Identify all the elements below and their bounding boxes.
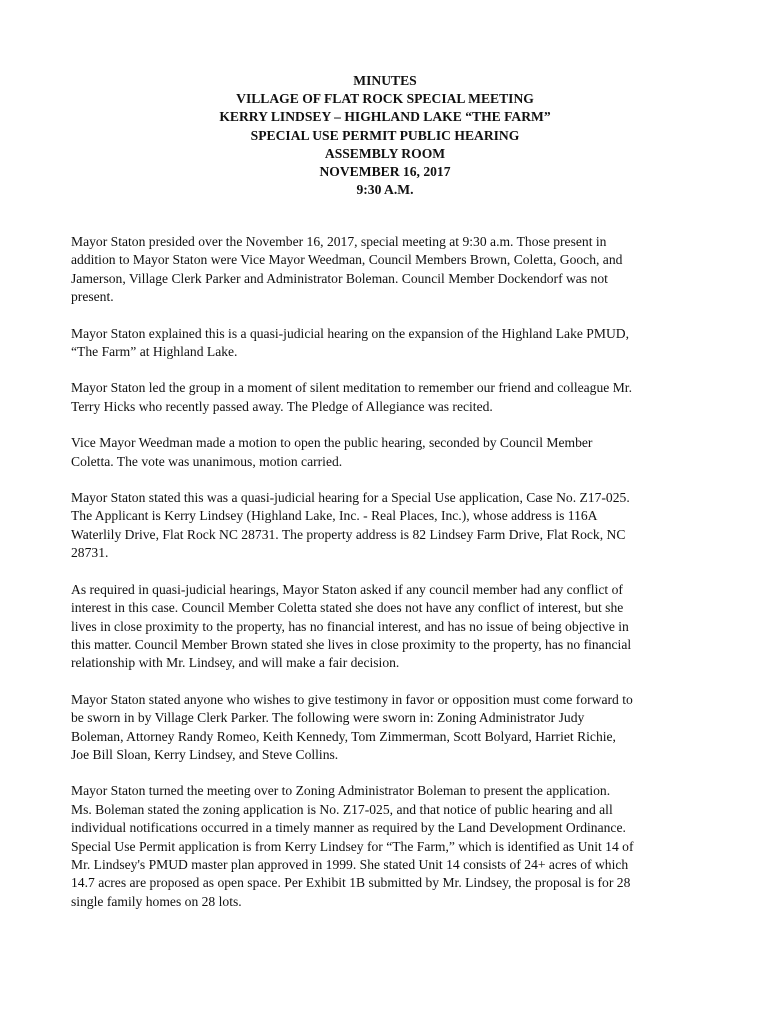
paragraph-conflict-of-interest [71, 581, 703, 673]
header-meeting-name: VILLAGE OF FLAT ROCK SPECIAL MEETING [236, 91, 534, 107]
paragraph-line: Vice Mayor Weedman made a motion to open the public hearing, seconded by Council Member [71, 435, 593, 451]
paragraph-sworn-in [71, 691, 703, 765]
header-time: 9:30 A.M. [356, 182, 414, 198]
paragraph-meditation [71, 379, 703, 416]
paragraph-case-details [71, 489, 703, 563]
paragraph-line: be sworn in by Village Clerk Parker. The following were sworn in: Zoning Administrator Judy [71, 710, 585, 726]
paragraph-line: The Applicant is Kerry Lindsey (Highland Lake, Inc. - Real Places, Inc.), whose address is 116A [71, 508, 598, 524]
paragraph-line: Mayor Staton explained this is a quasi-judicial hearing on the expansion of the Highland Lake PMUD, [71, 325, 629, 341]
header-date: NOVEMBER 16, 2017 [319, 164, 451, 180]
paragraph-line: Special Use Permit application is from Kerry Lindsey for “The Farm,” which is identified as Unit 14 of [71, 838, 634, 854]
document-header [0, 72, 770, 199]
paragraph-line: addition to Mayor Staton were Vice Mayor Weedman, Council Members Brown, Coletta, Gooch, and [71, 252, 623, 268]
paragraph-line: “The Farm” at Highland Lake. [71, 344, 238, 360]
paragraph-line: Mr. Lindsey's PMUD master plan approved in 1999. She stated Unit 14 consists of 24+ acres of which [71, 856, 629, 872]
paragraph-line: interest in this case. Council Member Coletta stated she does not have any conflict of interest, but she [71, 600, 624, 616]
document-body [71, 233, 703, 929]
paragraph-line: single family homes on 28 lots. [71, 893, 242, 909]
paragraph-line: As required in quasi-judicial hearings, Mayor Staton asked if any council member had any conflict of [71, 581, 623, 597]
paragraph-line: Mayor Staton turned the meeting over to Zoning Administrator Boleman to present the application. [71, 783, 611, 799]
header-location: ASSEMBLY ROOM [324, 145, 446, 161]
paragraph-line: Mayor Staton stated anyone who wishes to give testimony in favor or opposition must come forward to [71, 691, 633, 707]
paragraph-line: Terry Hicks who recently passed away. The Pledge of Allegiance was recited. [71, 398, 493, 414]
paragraph-line: 28731. [71, 545, 109, 561]
paragraph-line: Boleman, Attorney Randy Romeo, Keith Kennedy, Tom Zimmerman, Scott Bolyard, Harriet Richie, [71, 728, 616, 744]
paragraph-attendance [71, 233, 703, 307]
header-hearing-type: SPECIAL USE PERMIT PUBLIC HEARING [250, 127, 520, 143]
paragraph-line: relationship with Mr. Lindsey, and will make a fair decision. [71, 655, 400, 671]
header-subject: KERRY LINDSEY – HIGHLAND LAKE “THE FARM” [219, 109, 551, 125]
paragraph-line: Jamerson, Village Clerk Parker and Administrator Boleman. Council Member Dockendorf was not [71, 270, 608, 286]
paragraph-line: Mayor Staton stated this was a quasi-judicial hearing for a Special Use application, Case No. Z17-025. [71, 490, 630, 506]
paragraph-line: lives in close proximity to the property, has no financial interest, and has no issue of being objective in [71, 618, 629, 634]
paragraph-line: present. [71, 289, 114, 305]
header-minutes: MINUTES [353, 73, 417, 88]
paragraph-line: Mayor Staton presided over the November 16, 2017, special meeting at 9:30 a.m. Those present in [71, 234, 607, 249]
paragraph-line: individual notifications occurred in a timely manner as required by the Land Development Ordinance. [71, 820, 626, 836]
paragraph-motion-open [71, 434, 703, 471]
paragraph-application-presentation [71, 782, 703, 911]
paragraph-line: Coletta. The vote was unanimous, motion carried. [71, 453, 343, 469]
paragraph-line: this matter. Council Member Brown stated she lives in close proximity to the property, has no financial [71, 636, 632, 652]
paragraph-hearing-explanation [71, 325, 703, 362]
paragraph-line: Waterlily Drive, Flat Rock NC 28731. The property address is 82 Lindsey Farm Drive, Flat Rock, NC [71, 526, 626, 542]
paragraph-line: 14.7 acres are proposed as open space. Per Exhibit 1B submitted by Mr. Lindsey, the proposal is for 28 [71, 875, 631, 891]
paragraph-line: Ms. Boleman stated the zoning application is No. Z17-025, and that notice of public hearing and all [71, 801, 613, 817]
paragraph-line: Joe Bill Sloan, Kerry Lindsey, and Steve Collins. [71, 746, 339, 762]
paragraph-line: Mayor Staton led the group in a moment of silent meditation to remember our friend and colleague Mr. [71, 380, 632, 396]
